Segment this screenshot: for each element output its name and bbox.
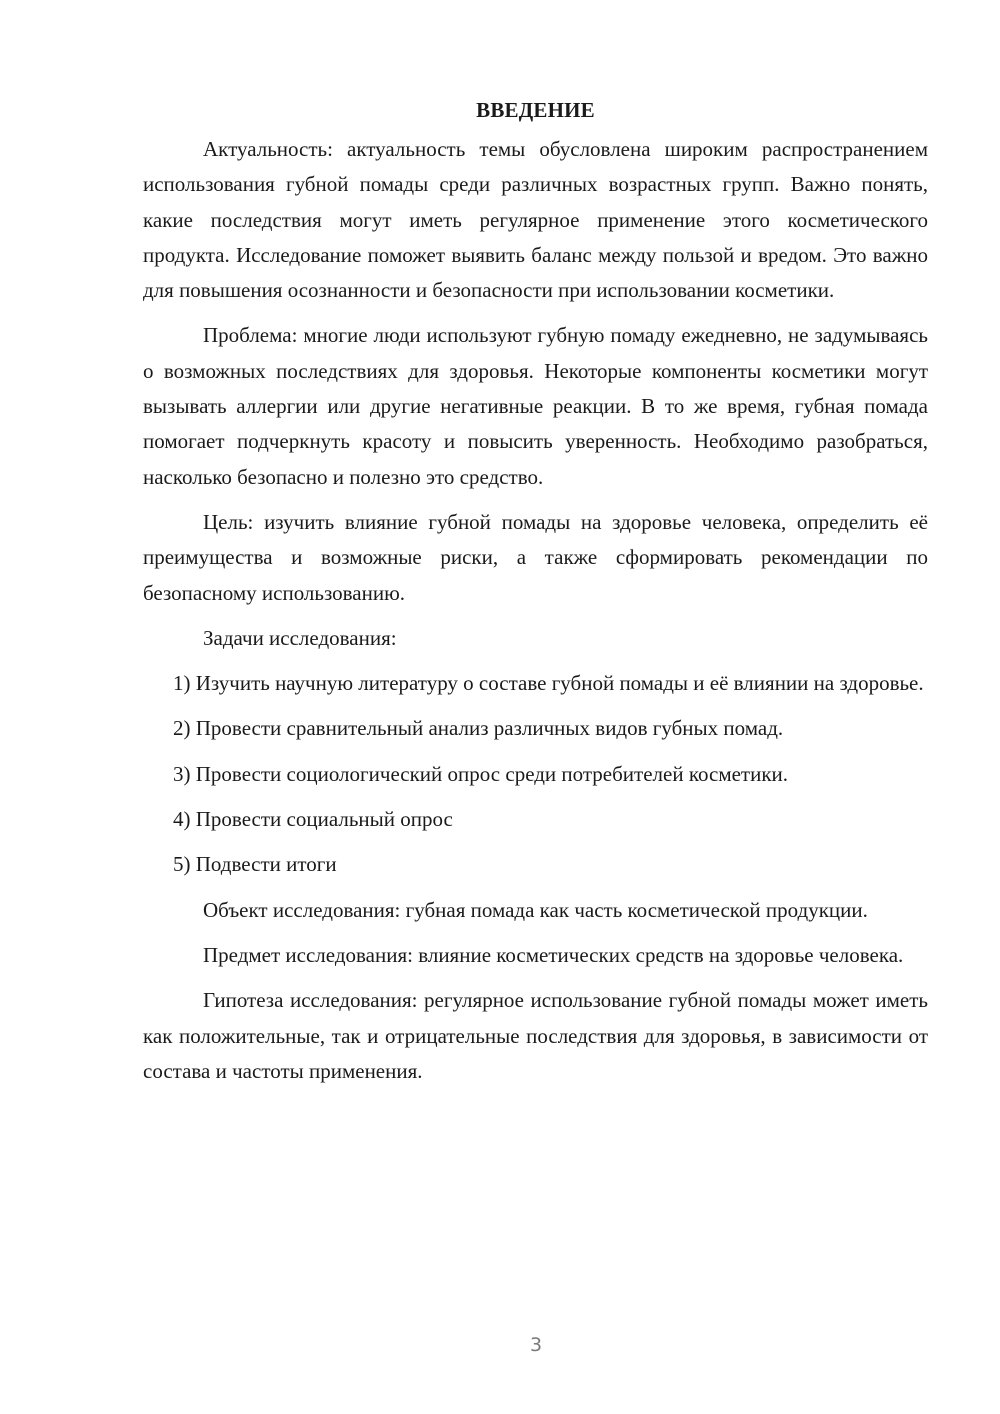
section-title: ВВЕДЕНИЕ: [476, 98, 595, 122]
paragraph-problem: Проблема: многие люди используют губную помаду ежедневно, не задумываясь о возможных последствиях для здоровья. Некоторые компоненты косметики могут вызывать аллергии или другие негативные реакции. В то же время, губная помада помогает подчеркнуть красоту и повысить уверенность. Необходимо разобраться, насколько безопасно и полезно это средство.: [143, 323, 928, 489]
paragraph-object: Объект исследования: губная помада как часть косметической продукции.: [203, 897, 868, 922]
task-item-2: 2) Провести сравнительный анализ различных видов губных помад.: [173, 716, 784, 741]
page-number: 3: [529, 1334, 543, 1356]
paragraph-goal: Цель: изучить влияние губной помады на здоровье человека, определить её преимущества и возможные риски, а также сформировать рекомендации по безопасному использованию.: [143, 509, 928, 605]
tasks-heading: Задачи исследования:: [203, 625, 397, 650]
task-item-3: 3) Провести социологический опрос среди потребителей косметики.: [173, 761, 789, 786]
task-item-5: 5) Подвести итоги: [173, 852, 337, 877]
paragraph-hypothesis: Гипотеза исследования: регулярное использование губной помады может иметь как положительные, так и отрицательные последствия для здоровья, в зависимости от состава и частоты применения.: [143, 988, 928, 1083]
task-item-4: 4) Провести социальный опрос: [173, 807, 453, 832]
task-item-1: 1) Изучить научную литературу о составе губной помады и её влиянии на здоровье.: [173, 671, 924, 696]
document-page: [143, 92, 928, 1089]
paragraph-relevance: Актуальность: актуальность темы обусловлена широким распространением использования губной помады среди различных возрастных групп. Важно понять, какие последствия могут иметь регулярное применение этого косметического продукта. Исследование поможет выявить баланс между пользой и вредом. Это важно для повышения осознанности и безопасности при использовании косметики.: [143, 137, 928, 303]
paragraph-subject: Предмет исследования: влияние косметических средств на здоровье человека.: [203, 942, 904, 967]
